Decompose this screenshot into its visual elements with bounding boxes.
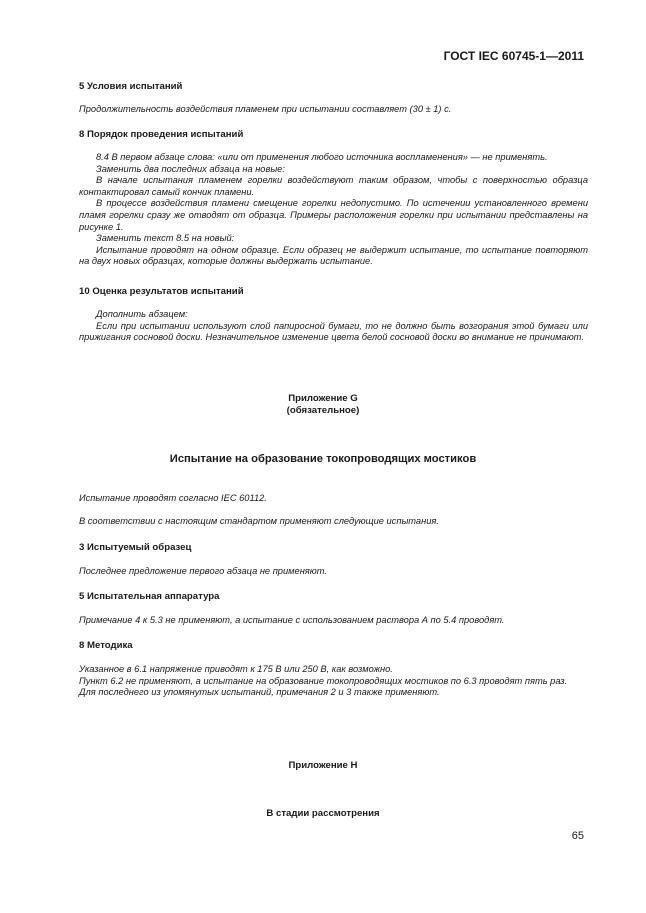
annex-g-heading-3: 3 Испытуемый образец: [79, 542, 192, 553]
document-header: ГОСТ IEC 60745-1—2011: [443, 49, 584, 63]
annex-g-heading-5: 5 Испытательная аппаратура: [79, 591, 220, 602]
paragraph: В начале испытания пламенем горелки воздействуют таким образом, чтобы с поверхностью образца контактировал самый кончик пламени.: [79, 175, 588, 197]
paragraph: Продолжительность воздействия пламенем при испытании составляет (30 ± 1) с.: [79, 104, 452, 114]
section-heading-5: 5 Условия испытаний: [79, 81, 183, 92]
paragraph: В процессе воздействия пламени смещение горелки недопустимо. По истечении установленного времени пламя горелки сразу же отводят от образца. Примеры расположения горелки при испытании представлены на рисунке 1.: [79, 198, 588, 232]
section-10-text: [79, 309, 588, 344]
annex-h-status: В стадии рассмотрения: [266, 808, 380, 819]
paragraph: Заменить два последних абзаца на новые:: [96, 163, 285, 174]
annex-g-title: Испытание на образование токопроводящих мостиков: [169, 453, 477, 465]
annex-g-section-3-text: Последнее предложение первого абзаца не применяют.: [79, 566, 327, 576]
annex-g-heading-8: 8 Методика: [79, 640, 133, 651]
paragraph: 8.4 В первом абзаце слова: «или от применения любого источника воспламенения» — не применять.: [96, 152, 548, 162]
annex-g-paragraph-1: Испытание проводят согласно IEC 60112.: [79, 493, 267, 503]
section-heading-8: 8 Порядок проведения испытаний: [79, 129, 244, 140]
paragraph: Если при испытании используют слой папиросной бумаги, то не должно быть возгорания этой бумаги или прижигания сосновой доски. Незначительное изменение цвета белой сосновой доски во внимание не принимают.: [79, 320, 588, 343]
paragraph: Дополнить абзацем:: [96, 309, 188, 319]
annex-g-label: Приложение G: [288, 393, 358, 404]
annex-g-section-8-text: [79, 664, 588, 699]
section-8-text: [79, 152, 588, 268]
paragraph: Заменить текст 8.5 на новый:: [96, 233, 235, 244]
page-number: 65: [571, 830, 584, 842]
paragraph: Указанное в 6.1 напряжение приводят к 175 В или 250 В, как возможно.: [79, 664, 393, 674]
section-heading-10: 10 Оценка результатов испытаний: [79, 286, 244, 297]
annex-g-status: (обязательное): [286, 405, 360, 416]
annex-g-paragraph-2: В соответствии с настоящим стандартом применяют следующие испытания.: [79, 516, 439, 526]
paragraph: Для последнего из упомянутых испытаний, примечания 2 и 3 также применяют.: [79, 687, 440, 698]
annex-g-section-5-text: Примечание 4 к 5.3 не применяют, а испытание с использованием раствора А по 5.4 проводят.: [79, 615, 505, 625]
paragraph: Пункт 6.2 не применяют, а испытание на образование токопроводящих мостиков по 6.3 проводят пять раз.: [79, 675, 568, 686]
section-5-text: [79, 104, 588, 116]
paragraph: Испытание проводят на одном образце. Если образец не выдержит испытание, то испытание повторяют на двух новых образцах, которые должны выдержать испытание.: [79, 244, 588, 267]
annex-h-label: Приложение Н: [288, 760, 358, 771]
